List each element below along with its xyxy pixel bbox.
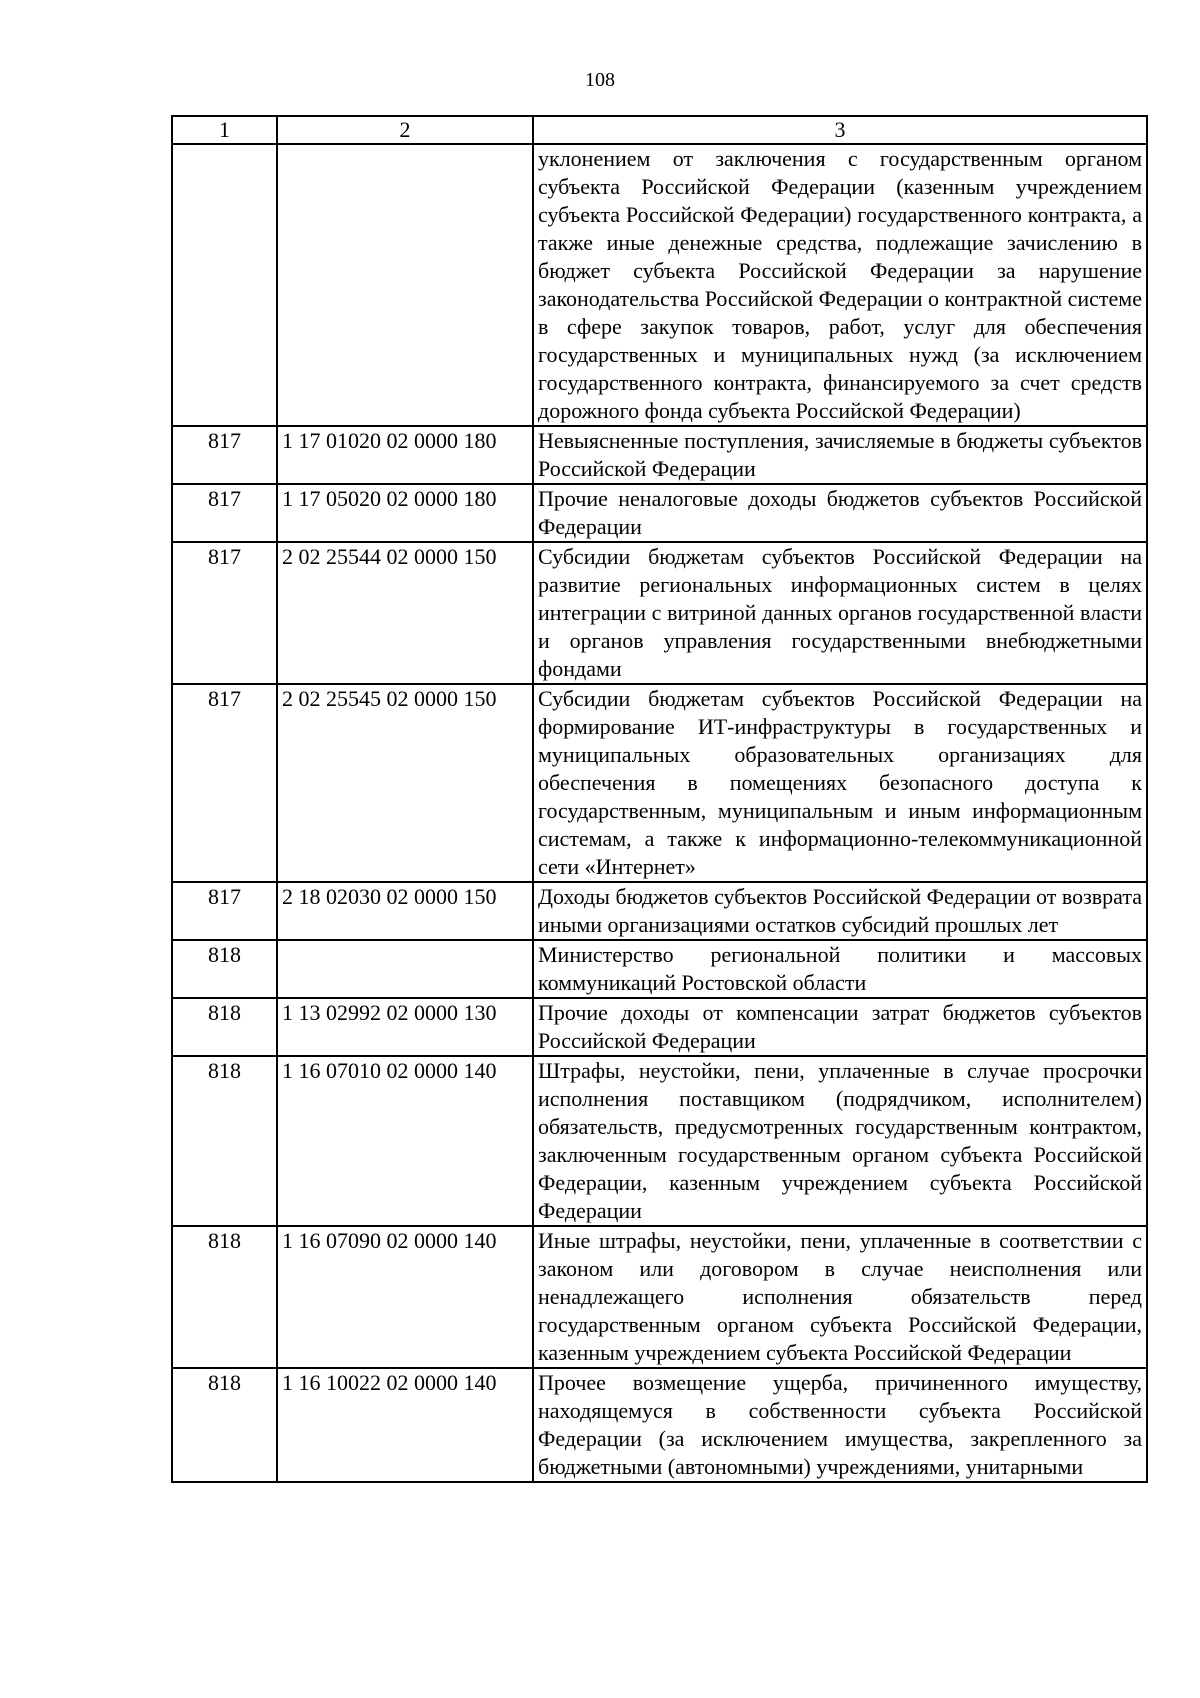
income-name-cell: Доходы бюджетов субъектов Российской Федерации от возврата иными организациями остатков субсидий прошлых лет [533,882,1147,940]
admin-code-cell: 817 [172,882,277,940]
admin-code-cell: 818 [172,1056,277,1226]
income-name-cell: уклонением от заключения с государственным органом субъекта Российской Федерации (казенным учреждением субъекта Российской Федерации) государственного контракта, а также иные денежные средства, подлежащие зачислению в бюджет субъекта Российской Федерации за нарушение законодательства Российской Федерации о контрактной системе в сфере закупок товаров, работ, услуг для обеспечения государственных и муниципальных нужд (за исключением государственного контракта, финансируемого за счет средств дорожного фонда субъекта Российской Федерации) [533,144,1147,426]
page-number: 108 [585,69,615,91]
income-name-cell: Прочее возмещение ущерба, причиненного имуществу, находящемуся в собственности субъекта Российской Федерации (за исключением имущества, закрепленного за бюджетными (автономными) учреждениями, унитарными [533,1368,1147,1482]
income-code-cell: 2 18 02030 02 0000 150 [277,882,533,940]
table-row [172,998,1147,1056]
table-row [172,882,1147,940]
table-row [172,1056,1147,1226]
admin-code-cell: 818 [172,1368,277,1482]
income-name-cell: Невыясненные поступления, зачисляемые в бюджеты субъектов Российской Федерации [533,426,1147,484]
admin-code-cell: 817 [172,684,277,882]
admin-code-cell: 818 [172,1226,277,1368]
table-row [172,542,1147,684]
income-code-cell [277,144,533,426]
income-code-cell: 1 16 10022 02 0000 140 [277,1368,533,1482]
income-code-cell: 1 17 01020 02 0000 180 [277,426,533,484]
income-code-cell [277,940,533,998]
column-header-2: 2 [277,116,533,144]
income-code-cell: 1 13 02992 02 0000 130 [277,998,533,1056]
column-header-3: 3 [533,116,1147,144]
table-row [172,940,1147,998]
table-header-row [172,116,1147,144]
table-row [172,1226,1147,1368]
admin-code-cell: 817 [172,484,277,542]
income-name-cell: Иные штрафы, неустойки, пени, уплаченные в соответствии с законом или договором в случае неисполнения или ненадлежащего исполнения обязательств перед государственным органом субъекта Российской Федерации, казенным учреждением субъекта Российской Федерации [533,1226,1147,1368]
table-row [172,684,1147,882]
income-name-cell: Министерство региональной политики и массовых коммуникаций Ростовской области [533,940,1147,998]
income-name-cell: Субсидии бюджетам субъектов Российской Федерации на формирование ИТ-инфраструктуры в государственных и муниципальных образовательных организациях для обеспечения в помещениях безопасного доступа к государственным, муниципальным и иным информационным системам, а также к информационно-телекоммуникационной сети «Интернет» [533,684,1147,882]
table-row [172,484,1147,542]
income-code-cell: 2 02 25544 02 0000 150 [277,542,533,684]
admin-code-cell: 817 [172,542,277,684]
income-name-cell: Субсидии бюджетам субъектов Российской Федерации на развитие региональных информационных систем в целях интеграции с витриной данных органов государственной власти и органов управления государственными внебюджетными фондами [533,542,1147,684]
income-code-cell: 1 16 07090 02 0000 140 [277,1226,533,1368]
income-name-cell: Штрафы, неустойки, пени, уплаченные в случае просрочки исполнения поставщиком (подрядчиком, исполнителем) обязательств, предусмотренных государственным контрактом, заключенным государственным органом субъекта Российской Федерации, казенным учреждением субъекта Российской Федерации [533,1056,1147,1226]
income-codes-table [171,115,1148,1483]
admin-code-cell [172,144,277,426]
income-code-cell: 1 16 07010 02 0000 140 [277,1056,533,1226]
income-name-cell: Прочие доходы от компенсации затрат бюджетов субъектов Российской Федерации [533,998,1147,1056]
income-code-cell: 1 17 05020 02 0000 180 [277,484,533,542]
admin-code-cell: 818 [172,998,277,1056]
income-name-cell: Прочие неналоговые доходы бюджетов субъектов Российской Федерации [533,484,1147,542]
table-row [172,144,1147,426]
admin-code-cell: 818 [172,940,277,998]
income-code-cell: 2 02 25545 02 0000 150 [277,684,533,882]
admin-code-cell: 817 [172,426,277,484]
table-row [172,1368,1147,1482]
table-row [172,426,1147,484]
column-header-1: 1 [172,116,277,144]
